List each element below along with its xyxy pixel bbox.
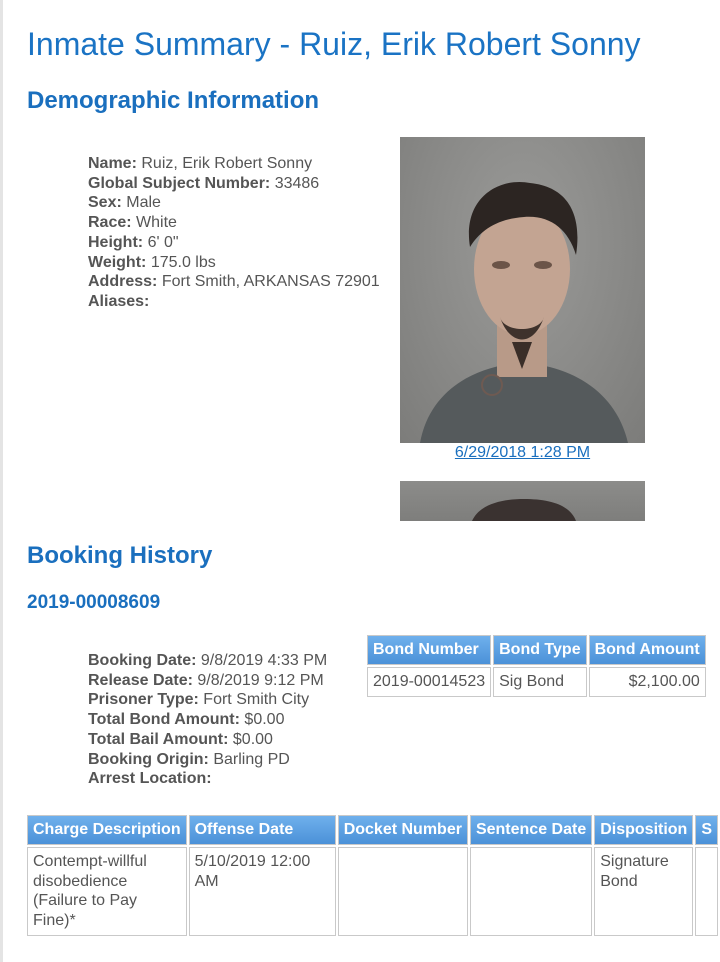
sentence-date-cell xyxy=(470,847,592,936)
disposition-cell: Signature Bond xyxy=(594,847,693,936)
field-race: Race: White xyxy=(88,214,177,232)
docket-number-cell xyxy=(338,847,468,936)
sentence-header[interactable]: S xyxy=(695,815,718,845)
field-global-subject-number: Global Subject Number: 33486 xyxy=(88,174,320,192)
charge-table xyxy=(25,813,720,938)
table-row xyxy=(367,667,706,697)
field-aliases: Aliases: xyxy=(88,292,150,310)
field-booking-date: Booking Date: 9/8/2019 4:33 PM xyxy=(88,652,328,669)
page-left-border xyxy=(0,0,3,962)
mugshot-photo-2[interactable] xyxy=(400,481,645,521)
offense-date-cell: 5/10/2019 12:00 AM xyxy=(189,847,336,936)
demographics-heading: Demographic Information xyxy=(27,87,320,114)
mugshot-photo[interactable] xyxy=(400,137,645,443)
charge-table-header xyxy=(27,815,718,845)
disposition-header[interactable]: Disposition xyxy=(594,815,693,845)
field-prisoner-type: Prisoner Type: Fort Smith City xyxy=(88,691,310,709)
field-name: Name: Ruiz, Erik Robert Sonny xyxy=(88,155,313,172)
bond-amount-header[interactable]: Bond Amount xyxy=(589,635,706,665)
field-sex: Sex: Male xyxy=(88,194,161,212)
booking-history-heading: Booking History xyxy=(27,542,213,569)
mugshot-image-2 xyxy=(400,481,645,521)
sentence-date-header[interactable]: Sentence Date xyxy=(470,815,592,845)
field-total-bail-amount: Total Bail Amount: $0.00 xyxy=(88,730,273,748)
mugshot-image xyxy=(400,137,645,443)
bond-type-header[interactable]: Bond Type xyxy=(493,635,586,665)
field-address: Address: Fort Smith, ARKANSAS 72901 xyxy=(88,273,380,291)
field-booking-origin: Booking Origin: Barling PD xyxy=(88,750,290,768)
docket-number-header[interactable]: Docket Number xyxy=(338,815,468,845)
bond-number-header[interactable]: Bond Number xyxy=(367,635,491,665)
bond-type-cell: Sig Bond xyxy=(493,667,586,697)
charge-description-header[interactable]: Charge Description xyxy=(27,815,187,845)
bond-amount-cell: $2,100.00 xyxy=(589,667,706,697)
table-row xyxy=(27,847,718,936)
field-arrest-location: Arrest Location: xyxy=(88,770,212,788)
field-release-date: Release Date: 9/8/2019 9:12 PM xyxy=(88,671,324,689)
offense-date-header[interactable]: Offense Date xyxy=(189,815,336,845)
booking-number: 2019-00008609 xyxy=(27,592,161,613)
demographics-fields xyxy=(88,154,380,312)
page-title: Inmate Summary - Ruiz, Erik Robert Sonny xyxy=(27,26,641,62)
photo-date-link[interactable]: 6/29/2018 1:28 PM xyxy=(454,444,591,461)
bond-table xyxy=(365,633,708,699)
field-height: Height: 6' 0" xyxy=(88,233,179,251)
sentence-cell xyxy=(695,847,718,936)
bond-table-header xyxy=(367,635,706,665)
bond-number-cell: 2019-00014523 xyxy=(367,667,491,697)
charge-description-cell: Contempt-willful disobedience (Failure to Pay Fine)* xyxy=(27,847,187,936)
field-total-bond-amount: Total Bond Amount: $0.00 xyxy=(88,711,285,729)
field-weight: Weight: 175.0 lbs xyxy=(88,253,216,271)
booking-fields xyxy=(88,651,327,789)
